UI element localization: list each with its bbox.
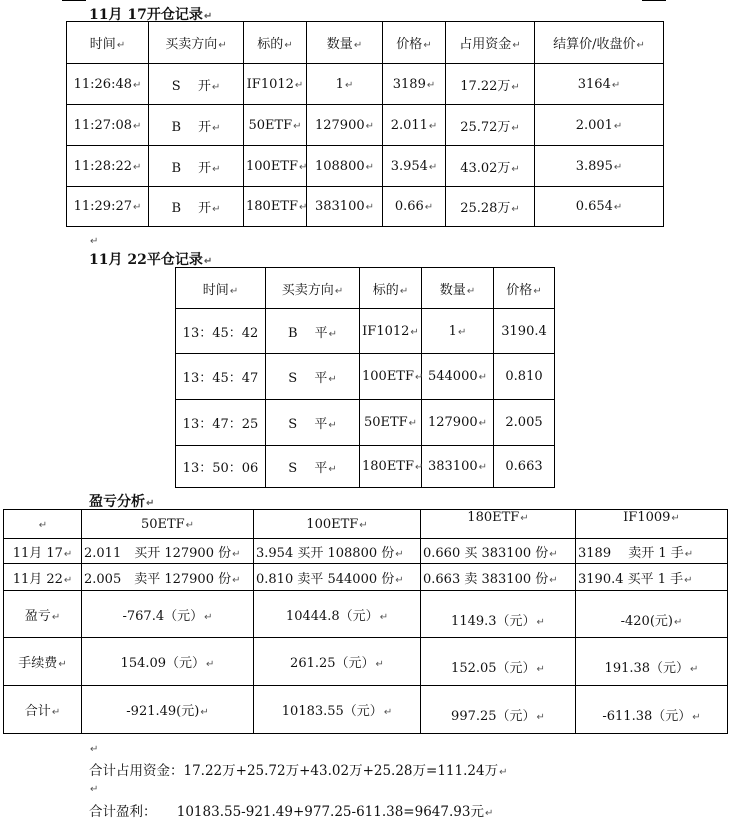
header-if1009: IF1009↵ bbox=[576, 510, 728, 539]
cell-50etf: -767.4（元）↵ bbox=[82, 591, 254, 638]
cell-100etf: 0.810 卖平 544000 份↵ bbox=[254, 564, 421, 591]
header-100etf: 100ETF↵ bbox=[254, 510, 421, 539]
pnl-analysis-table bbox=[3, 509, 728, 734]
table-row bbox=[176, 400, 555, 446]
cell-100etf: 261.25（元）↵ bbox=[254, 638, 421, 686]
table-row bbox=[4, 539, 728, 564]
table-row bbox=[67, 187, 664, 227]
table-header-row bbox=[4, 510, 728, 539]
cell-quantity: 108800↵ bbox=[307, 146, 383, 187]
cell-price: 0.810 bbox=[494, 354, 555, 400]
cell-instrument: 50ETF↵ bbox=[244, 105, 307, 146]
cell-time: 13：45：47 bbox=[176, 354, 266, 400]
table-row bbox=[176, 309, 555, 354]
paragraph-mark-icon: ↵ bbox=[203, 256, 213, 267]
cell-quantity: 383100↵ bbox=[307, 187, 383, 227]
cell-180etf: 0.663 卖 383100 份↵ bbox=[421, 564, 576, 591]
cell-instrument: 180ETF↵ bbox=[360, 446, 422, 488]
cell-50etf: 154.09（元）↵ bbox=[82, 638, 254, 686]
cell-direction: S 平↵ bbox=[266, 446, 360, 488]
cell-capital: 43.02万↵ bbox=[446, 146, 535, 187]
cell-price: 3189↵ bbox=[383, 64, 446, 105]
header-price: 价格↵ bbox=[494, 268, 555, 309]
table-row bbox=[4, 638, 728, 686]
cell-direction: B 开↵ bbox=[149, 146, 244, 187]
header-direction: 买卖方向↵ bbox=[266, 268, 360, 309]
cell-price: 0.66↵ bbox=[383, 187, 446, 227]
cell-direction: B 开↵ bbox=[149, 187, 244, 227]
cell-capital: 25.28万↵ bbox=[446, 187, 535, 227]
cell-instrument: IF1012↵ bbox=[244, 64, 307, 105]
empty-paragraph: ↵ bbox=[90, 236, 99, 247]
page-top-rule-right bbox=[642, 0, 666, 1]
cell-time: 11:28:22↵ bbox=[67, 146, 149, 187]
cell-100etf: 10444.8（元）↵ bbox=[254, 591, 421, 638]
cell-180etf: 997.25（元）↵ bbox=[421, 686, 576, 734]
cell-settlement: 3.895↵ bbox=[535, 146, 664, 187]
cell-180etf: 1149.3（元）↵ bbox=[421, 591, 576, 638]
cell-instrument: 100ETF↵ bbox=[360, 354, 422, 400]
cell-price: 2.011↵ bbox=[383, 105, 446, 146]
cell-direction: S 开↵ bbox=[149, 64, 244, 105]
cell-instrument: IF1012↵ bbox=[360, 309, 422, 354]
cell-time: 13：47：25 bbox=[176, 400, 266, 446]
row-label-fees: 手续费↵ bbox=[4, 638, 82, 686]
header-quantity: 数量↵ bbox=[307, 22, 383, 64]
cell-quantity: 127900↵ bbox=[422, 400, 494, 446]
row-label-pnl: 盈亏↵ bbox=[4, 591, 82, 638]
cell-50etf: 2.005 卖平 127900 份↵ bbox=[82, 564, 254, 591]
cell-settlement: 0.654↵ bbox=[535, 187, 664, 227]
cell-if1009: 191.38（元）↵ bbox=[576, 638, 728, 686]
cell-direction: B 开↵ bbox=[149, 105, 244, 146]
table-row bbox=[67, 64, 664, 105]
header-180etf: 180ETF↵ bbox=[421, 510, 576, 539]
cell-if1009: 3190.4 买平 1 手↵ bbox=[576, 564, 728, 591]
cell-180etf: 152.05（元）↵ bbox=[421, 638, 576, 686]
header-time: 时间↵ bbox=[176, 268, 266, 309]
table-row bbox=[67, 105, 664, 146]
table-row bbox=[176, 446, 555, 488]
cell-time: 11:26:48↵ bbox=[67, 64, 149, 105]
header-50etf: 50ETF↵ bbox=[82, 510, 254, 539]
cell-100etf: 3.954 买开 108800 份↵ bbox=[254, 539, 421, 564]
cell-instrument: 180ETF↵ bbox=[244, 187, 307, 227]
table-row bbox=[176, 354, 555, 400]
row-label-total: 合计↵ bbox=[4, 686, 82, 734]
table-row bbox=[4, 591, 728, 638]
cell-time: 11:29:27↵ bbox=[67, 187, 149, 227]
header-quantity: 数量↵ bbox=[422, 268, 494, 309]
open-positions-table bbox=[66, 21, 664, 227]
cell-quantity: 383100↵ bbox=[422, 446, 494, 488]
cell-price: 2.005 bbox=[494, 400, 555, 446]
header-capital: 占用资金↵ bbox=[446, 22, 535, 64]
header-time: 时间↵ bbox=[67, 22, 149, 64]
pnl-analysis-heading: 盈亏分析↵ bbox=[89, 494, 155, 510]
cell-direction: S 平↵ bbox=[266, 354, 360, 400]
table-header-row bbox=[67, 22, 664, 64]
header-settlement: 结算价/收盘价↵ bbox=[535, 22, 664, 64]
header-direction: 买卖方向↵ bbox=[149, 22, 244, 64]
cell-time: 11:27:08↵ bbox=[67, 105, 149, 146]
header-price: 价格↵ bbox=[383, 22, 446, 64]
page-top-rule-left bbox=[62, 0, 86, 1]
cell-direction: B 平↵ bbox=[266, 309, 360, 354]
cell-quantity: 127900↵ bbox=[307, 105, 383, 146]
cell-price: 3.954↵ bbox=[383, 146, 446, 187]
cell-price: 0.663 bbox=[494, 446, 555, 488]
table-row bbox=[67, 146, 664, 187]
table-row bbox=[4, 564, 728, 591]
close-positions-table bbox=[175, 267, 555, 488]
cell-instrument: 50ETF↵ bbox=[360, 400, 422, 446]
cell-50etf: -921.49(元)↵ bbox=[82, 686, 254, 734]
cell-quantity: 1↵ bbox=[422, 309, 494, 354]
header-instrument: 标的↵ bbox=[360, 268, 422, 309]
close-positions-heading: 11月 22平仓记录↵ bbox=[89, 252, 213, 268]
cell-price: 3190.4 bbox=[494, 309, 555, 354]
cell-instrument: 100ETF↵ bbox=[244, 146, 307, 187]
cell-settlement: 3164↵ bbox=[535, 64, 664, 105]
cell-50etf: 2.011 买开 127900 份↵ bbox=[82, 539, 254, 564]
cell-180etf: 0.660 买 383100 份↵ bbox=[421, 539, 576, 564]
cell-if1009: -420(元)↵ bbox=[576, 591, 728, 638]
total-capital-line: 合计占用资金：17.22万+25.72万+43.02万+25.28万=111.24万↵ bbox=[89, 763, 508, 779]
cell-capital: 17.22万↵ bbox=[446, 64, 535, 105]
row-label-nov22: 11月 22↵ bbox=[4, 564, 82, 591]
table-header-row bbox=[176, 268, 555, 309]
empty-paragraph: ↵ bbox=[90, 744, 99, 755]
row-label-nov17: 11月 17↵ bbox=[4, 539, 82, 564]
open-positions-heading: 11月 17开仓记录↵ bbox=[89, 7, 213, 23]
cell-quantity: 544000↵ bbox=[422, 354, 494, 400]
cell-capital: 25.72万↵ bbox=[446, 105, 535, 146]
empty-paragraph: ↵ bbox=[90, 784, 99, 795]
cell-if1009: 3189 卖开 1 手↵ bbox=[576, 539, 728, 564]
cell-100etf: 10183.55（元）↵ bbox=[254, 686, 421, 734]
paragraph-mark-icon: ↵ bbox=[203, 11, 213, 22]
cell-settlement: 2.001↵ bbox=[535, 105, 664, 146]
paragraph-mark-icon: ↵ bbox=[146, 498, 155, 509]
header-blank: ↵ bbox=[4, 510, 82, 539]
table-row bbox=[4, 686, 728, 734]
cell-quantity: 1↵ bbox=[307, 64, 383, 105]
cell-direction: S 平↵ bbox=[266, 400, 360, 446]
cell-time: 13：50：06 bbox=[176, 446, 266, 488]
cell-if1009: -611.38（元）↵ bbox=[576, 686, 728, 734]
total-profit-line: 合计盈利： 10183.55-921.49+977.25-611.38=9647.93元↵ bbox=[89, 804, 494, 820]
cell-time: 13：45：42 bbox=[176, 309, 266, 354]
header-instrument: 标的↵ bbox=[244, 22, 307, 64]
